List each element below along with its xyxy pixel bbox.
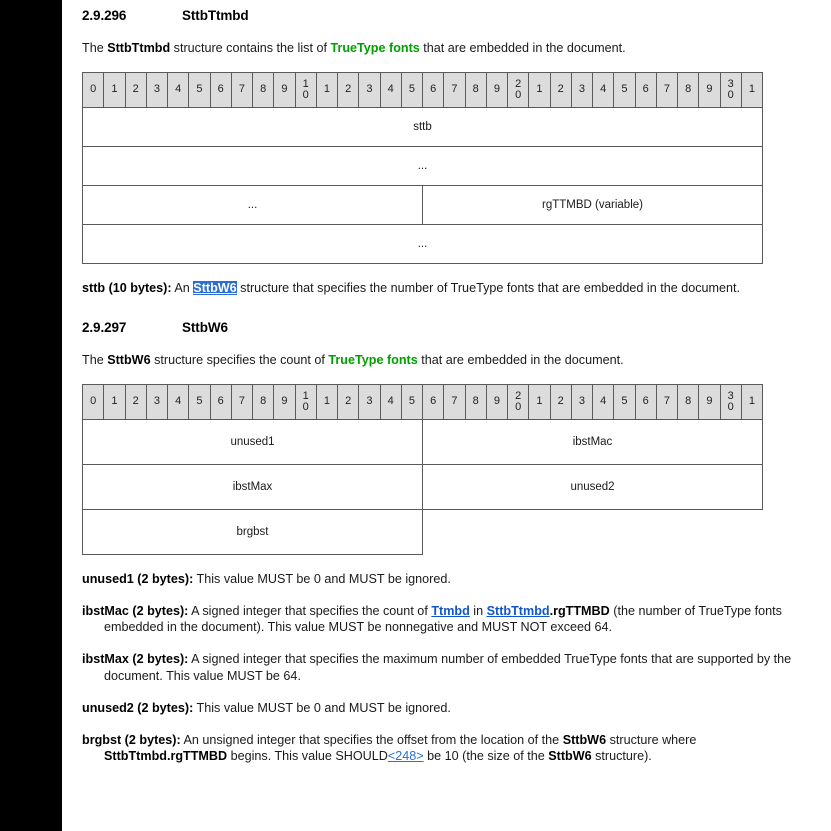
bit-index-cell: 1 [316, 72, 337, 107]
bit-index-cell: 8 [253, 72, 274, 107]
cross-reference-link[interactable]: SttbTtmbd [486, 603, 550, 618]
bit-index-cell: 2 [125, 72, 146, 107]
section-intro-paragraph [82, 352, 822, 369]
section-title: SttbTtmbd [182, 8, 249, 23]
body-text: structure contains the list of [170, 41, 331, 55]
bit-index-digit: 1 [302, 77, 309, 90]
body-text: structure where [606, 732, 697, 747]
bit-index-digit: 0 [515, 400, 522, 413]
field-name: ibstMac (2 bytes): [82, 603, 189, 618]
bit-field-row [83, 146, 763, 185]
bit-index-cell: 1 [316, 384, 337, 419]
section-title: SttbW6 [182, 320, 228, 336]
bit-header-row [83, 72, 763, 107]
bit-field-row [83, 224, 763, 263]
emphasis-text: SttbTtmbd.rgTTMBD [104, 749, 228, 764]
bit-index-cell: 9 [274, 384, 295, 419]
body-text: in [469, 603, 487, 618]
bit-index-cell: 2 [338, 384, 359, 419]
bit-field-row [83, 509, 763, 554]
bit-field-cell: sttb [83, 107, 763, 146]
bit-index-cell: 9 [274, 72, 295, 107]
bit-index-digit: 0 [302, 400, 309, 413]
bit-index-cell [295, 384, 316, 419]
bit-index-cell: 6 [423, 384, 444, 419]
bit-index-cell: 7 [444, 72, 465, 107]
body-text: that are embedded in the document. [419, 41, 626, 55]
bit-index-cell: 7 [444, 384, 465, 419]
body-text: (the number of TrueType fonts embedded in the document). This value MUST be nonnegative and MUST NOT exceed 64. [104, 603, 782, 635]
bit-field-diagram [82, 72, 763, 264]
emphasis-text: SttbTtmbd [107, 41, 171, 55]
bit-index-digit: 2 [515, 389, 522, 402]
bit-field-cell: ibstMac [423, 419, 763, 464]
bit-index-cell: 3 [359, 384, 380, 419]
glossary-term: TrueType fonts [328, 353, 418, 368]
bit-index-cell: 2 [338, 72, 359, 107]
bit-index-cell: 0 [83, 72, 104, 107]
emphasis-text: SttbW6 [107, 353, 151, 368]
bit-index-cell [508, 72, 529, 107]
left-page-edge-bleed [0, 0, 62, 831]
body-text: This value MUST be 0 and MUST be ignored. [193, 700, 451, 715]
field-description [82, 651, 822, 685]
document-content [82, 0, 822, 765]
body-text: structure). [591, 749, 652, 764]
field-description [82, 732, 822, 766]
bit-index-digit: 3 [727, 77, 734, 90]
section-number: 2.9.296 [82, 8, 127, 23]
bit-index-cell: 6 [635, 72, 656, 107]
bit-index-cell: 5 [189, 384, 210, 419]
bit-index-cell [720, 384, 741, 419]
bit-index-cell: 1 [529, 384, 550, 419]
bit-index-cell: 8 [678, 72, 699, 107]
bit-index-cell [508, 384, 529, 419]
bit-index-cell: 5 [614, 384, 635, 419]
bit-index-cell: 4 [380, 72, 401, 107]
bit-index-digit: 3 [727, 389, 734, 402]
bit-index-cell: 6 [210, 72, 231, 107]
bit-index-cell: 6 [210, 384, 231, 419]
emphasis-text: SttbW6 [562, 732, 607, 747]
bit-index-cell: 3 [571, 384, 592, 419]
bit-index-cell: 8 [465, 384, 486, 419]
bit-index-cell: 6 [635, 384, 656, 419]
body-text: An [171, 280, 194, 295]
field-description [82, 280, 822, 297]
bit-index-digit: 0 [302, 88, 309, 101]
emphasis-text: .rgTTMBD [549, 603, 610, 618]
bit-index-digit: 0 [727, 88, 734, 101]
bit-index-cell: 3 [146, 384, 167, 419]
bit-index-cell: 9 [699, 384, 720, 419]
bit-index-cell: 1 [104, 72, 125, 107]
bit-index-cell: 4 [168, 384, 189, 419]
bit-index-cell: 3 [146, 72, 167, 107]
bit-field-empty-cell [423, 509, 763, 554]
body-text: A signed integer that specifies the maximum number of embedded TrueType fonts that are supported by the document. This value MUST be 64. [104, 652, 792, 683]
body-text: This value MUST be 0 and MUST be ignored. [193, 571, 451, 586]
bit-index-cell: 1 [741, 72, 762, 107]
field-name: unused1 (2 bytes): [82, 571, 194, 586]
bit-index-cell: 3 [359, 72, 380, 107]
emphasis-text: SttbW6 [548, 749, 592, 764]
bit-field-cell: ibstMax [83, 464, 423, 509]
bit-table-wrapper [82, 72, 822, 264]
bit-index-cell: 4 [593, 384, 614, 419]
bit-index-cell: 0 [83, 384, 104, 419]
cross-reference-link-selected[interactable]: SttbW6 [193, 280, 237, 295]
bit-index-cell: 5 [401, 384, 422, 419]
bit-index-cell: 9 [486, 384, 507, 419]
bit-index-cell: 9 [699, 72, 720, 107]
section-heading [82, 320, 822, 335]
section-heading [82, 8, 822, 23]
cross-reference-link[interactable]: Ttmbd [431, 603, 470, 618]
body-text: The [82, 41, 108, 55]
bit-index-cell: 7 [656, 72, 677, 107]
bit-index-cell: 1 [741, 384, 762, 419]
bit-index-cell: 8 [253, 384, 274, 419]
glossary-term: TrueType fonts [330, 41, 420, 55]
bit-field-cell: ... [83, 185, 423, 224]
bit-index-cell: 2 [125, 384, 146, 419]
bit-index-cell [720, 72, 741, 107]
body-text: A signed integer that specifies the count of [188, 603, 432, 618]
body-text: that are embedded in the document. [417, 353, 624, 368]
field-description [82, 700, 822, 717]
field-name: sttb (10 bytes): [82, 280, 172, 295]
body-text: The [82, 353, 108, 368]
bit-index-cell: 2 [550, 384, 571, 419]
field-name: ibstMax (2 bytes): [82, 652, 189, 667]
bit-field-row [83, 107, 763, 146]
bit-index-cell: 3 [571, 72, 592, 107]
field-name: unused2 (2 bytes): [82, 700, 194, 715]
bit-index-cell: 5 [401, 72, 422, 107]
bit-field-row [83, 464, 763, 509]
bit-field-cell: ... [83, 146, 763, 185]
bit-index-cell: 8 [678, 384, 699, 419]
bit-index-cell: 6 [423, 72, 444, 107]
field-description [82, 571, 822, 588]
body-text: An unsigned integer that specifies the offset from the location of the [180, 732, 563, 747]
body-text: structure specifies the count of [150, 353, 329, 368]
bit-field-cell: rgTTMBD (variable) [423, 185, 763, 224]
bit-index-cell: 7 [656, 384, 677, 419]
field-name: brgbst (2 bytes): [82, 732, 181, 747]
bit-field-cell: unused1 [83, 419, 423, 464]
body-text: begins. This value SHOULD [227, 749, 388, 764]
bit-index-cell: 5 [189, 72, 210, 107]
bit-table-wrapper [82, 384, 822, 555]
bit-index-cell: 4 [593, 72, 614, 107]
bit-index-digit: 1 [302, 389, 309, 402]
bit-field-row [83, 185, 763, 224]
bit-index-cell: 4 [380, 384, 401, 419]
field-description [82, 603, 822, 637]
section-number: 2.9.297 [82, 320, 127, 336]
bit-field-cell: unused2 [423, 464, 763, 509]
bit-index-cell: 7 [231, 72, 252, 107]
bit-index-digit: 2 [515, 77, 522, 90]
bit-index-cell [295, 72, 316, 107]
bit-index-cell: 1 [529, 72, 550, 107]
document-page [62, 0, 831, 831]
bit-field-cell: ... [83, 224, 763, 263]
body-text: be 10 (the size of the [423, 749, 549, 764]
bit-index-cell: 2 [550, 72, 571, 107]
bit-index-cell: 4 [168, 72, 189, 107]
bit-index-cell: 8 [465, 72, 486, 107]
bit-index-digit: 0 [515, 88, 522, 101]
section-intro-paragraph [82, 40, 822, 57]
bit-index-cell: 5 [614, 72, 635, 107]
bit-field-diagram [82, 384, 763, 555]
body-text: structure that specifies the number of TrueType fonts that are embedded in the document. [236, 280, 741, 295]
bit-field-cell: brgbst [83, 509, 423, 554]
bit-index-cell: 1 [104, 384, 125, 419]
bit-index-cell: 7 [231, 384, 252, 419]
bit-header-row [83, 384, 763, 419]
bit-index-digit: 0 [727, 400, 734, 413]
bit-index-cell: 9 [486, 72, 507, 107]
product-note-link[interactable]: <248> [387, 749, 424, 764]
bit-field-row [83, 419, 763, 464]
